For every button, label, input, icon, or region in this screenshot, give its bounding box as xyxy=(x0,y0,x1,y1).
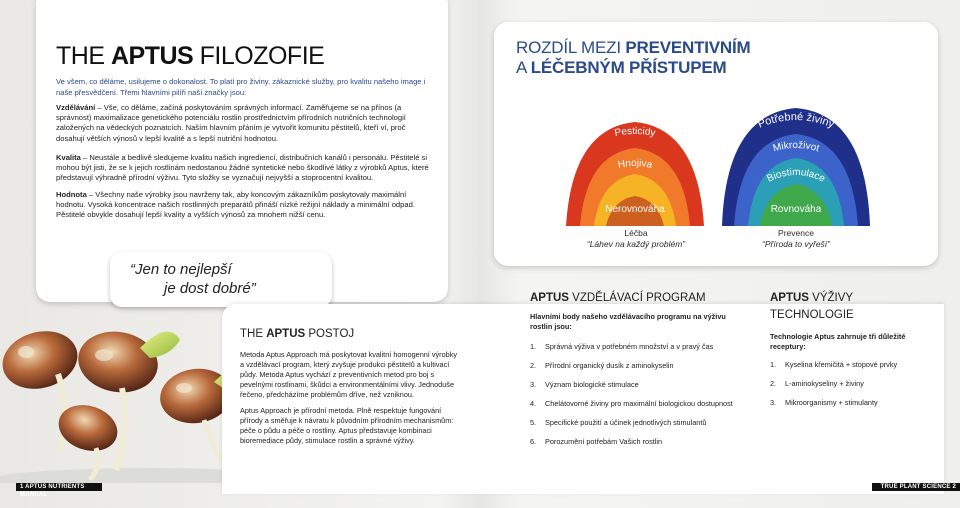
list-item: 5. Specifické použití a účinek jednotlivých stimulantů xyxy=(530,418,707,427)
list-item: 4. Chelátovorné živiny pro maximální biologickou dostupnost xyxy=(530,399,733,408)
arc-label-microlife: Mikroživot xyxy=(771,139,821,155)
preventive-caption: Prevence “Příroda to vyřeší” xyxy=(761,228,831,249)
curative-caption: Léčba “Láhev na každý problém” xyxy=(586,228,686,249)
pillar-quality: Kvalita – Neustále a bedlivě sledujeme kvalitu našich ingrediencí, distribučních kanálů i personálu. Pěstitelé si mohou být jisti, že se k jejich rostlinám nedostanou žádné syntetické nebo škodlivé látky z výrobků Aptus, které představují výhradně přírodní výživu. Tyto složky se vyznačují nejvyšší a stoprocentní kvalitou. xyxy=(56,153,429,183)
list-item: 6. Porozumění potřebám Vašich rostlin xyxy=(530,437,663,446)
quote-text: “Jen to nejlepší je dost dobré” xyxy=(130,261,256,297)
preventive-arcs-diagram xyxy=(718,100,874,226)
arc-label-nutrients: Potřebné živiny xyxy=(756,110,836,131)
list-item: 1. Kyselina křemičitá + stopové prvky xyxy=(770,360,898,369)
approach-title: ROZDÍL MEZI PREVENTIVNÍM A LÉČEBNÝM PŘÍSTUPEM xyxy=(516,38,751,77)
postoj-title: THE APTUS POSTOJ xyxy=(240,328,355,340)
footer-left: 1 APTUS NUTRIENTS MANUAL xyxy=(16,483,102,491)
list-item: 3. Význam biologické stimulace xyxy=(530,380,639,389)
postoj-paragraph-2: Aptus Approach je přírodní metoda. Plně respektuje fungování přírody a směřuje k návratu k původním přírodním mechanismům: péče o půdu a péče o rostliny. Aptus představuje kombinaci bioremediace půdy, stimulace rostlin a správné výživy. xyxy=(240,406,454,445)
list-item: 2. Přírodní organický dusík z aminokyselin xyxy=(530,361,674,370)
list-item: 1. Správná výživa v potřebném množství a v pravý čas xyxy=(530,342,714,351)
arc-label-balance: Rovnováha xyxy=(770,204,822,215)
arc-label-imbalance: Nerovnováha xyxy=(605,204,665,215)
postoj-paragraph-1: Metoda Aptus Approach má poskytovat kvalitní homogenní výrobky a vzdělávací program, který zvyšuje produkci pěstitelů a kultivací půdy. Metoda Aptus vychází z preventivních metod pro boj s pevelnými rostlinami, škůdci a environmentálními vlivy. Jednoduše řečeno, předcházíme problémům dříve, než vzniknou. xyxy=(240,350,458,399)
tech-list xyxy=(770,360,930,417)
tech-subtitle: Technologie Aptus zahrnuje tři důležité receptury: xyxy=(770,332,906,351)
tech-title: APTUS VÝŽIVY xyxy=(770,292,854,304)
pillar-value: Hodnota – Všechny naše výrobky jsou navrženy tak, aby koncovým zákazníkům poskytovaly maximální hodnotu. Vysoká koncentrace našich rostlinných preparátů přináší nízké režijní náklady a minimální odpad. Pěstitelé obvykle dosahují lepší kvality a vyšších výnosů za mnohem nižší cenu. xyxy=(56,190,415,220)
program-title: APTUS VZDĚLÁVACÍ PROGRAM xyxy=(530,292,706,304)
arc-label-fertilizers: Hnojiva xyxy=(616,157,654,171)
footer-right: TRUE PLANT SCIENCE 2 xyxy=(872,483,960,491)
pillar-education: Vzdělávání – Vše, co děláme, začíná poskytováním správných informací. Zaměřujeme se na přínos (a správnost) maximalizace genetického potenciálu rostlin prostřednictvím přírodních nutričních technologií založených na vědeckých poznatcích. Naším hlavním přáním je vytvořit komunitu pěstitelů, kteří ví, proč dosahují větších výnosů v lepší kvalitě a s lepší nutriční hodnotou. xyxy=(56,103,406,143)
program-list xyxy=(530,342,758,456)
list-item: 3. Mikroorganismy + stimulanty xyxy=(770,398,878,407)
philosophy-title: THE APTUS FILOZOFIE xyxy=(56,42,325,70)
arc-label-pesticides: Pesticidy xyxy=(613,125,657,140)
program-subtitle: Hlavními body našeho vzdělávacího programu na výživu rostlin jsou: xyxy=(530,312,726,331)
curative-arcs-diagram xyxy=(562,108,708,226)
tech-title-line2: TECHNOLOGIE xyxy=(770,309,854,321)
list-item: 2. L-aminokyseliny + živiny xyxy=(770,379,864,388)
arc-label-biostimulation: Biostimulace xyxy=(765,166,827,185)
philosophy-intro: Ve všem, co děláme, usilujeme o dokonalost. To platí pro živiny, zákaznické služby, pro kvalitu našeho image i naše přesvědčení. Třemi hlavními pilíři naší značky jsou: xyxy=(56,77,426,97)
